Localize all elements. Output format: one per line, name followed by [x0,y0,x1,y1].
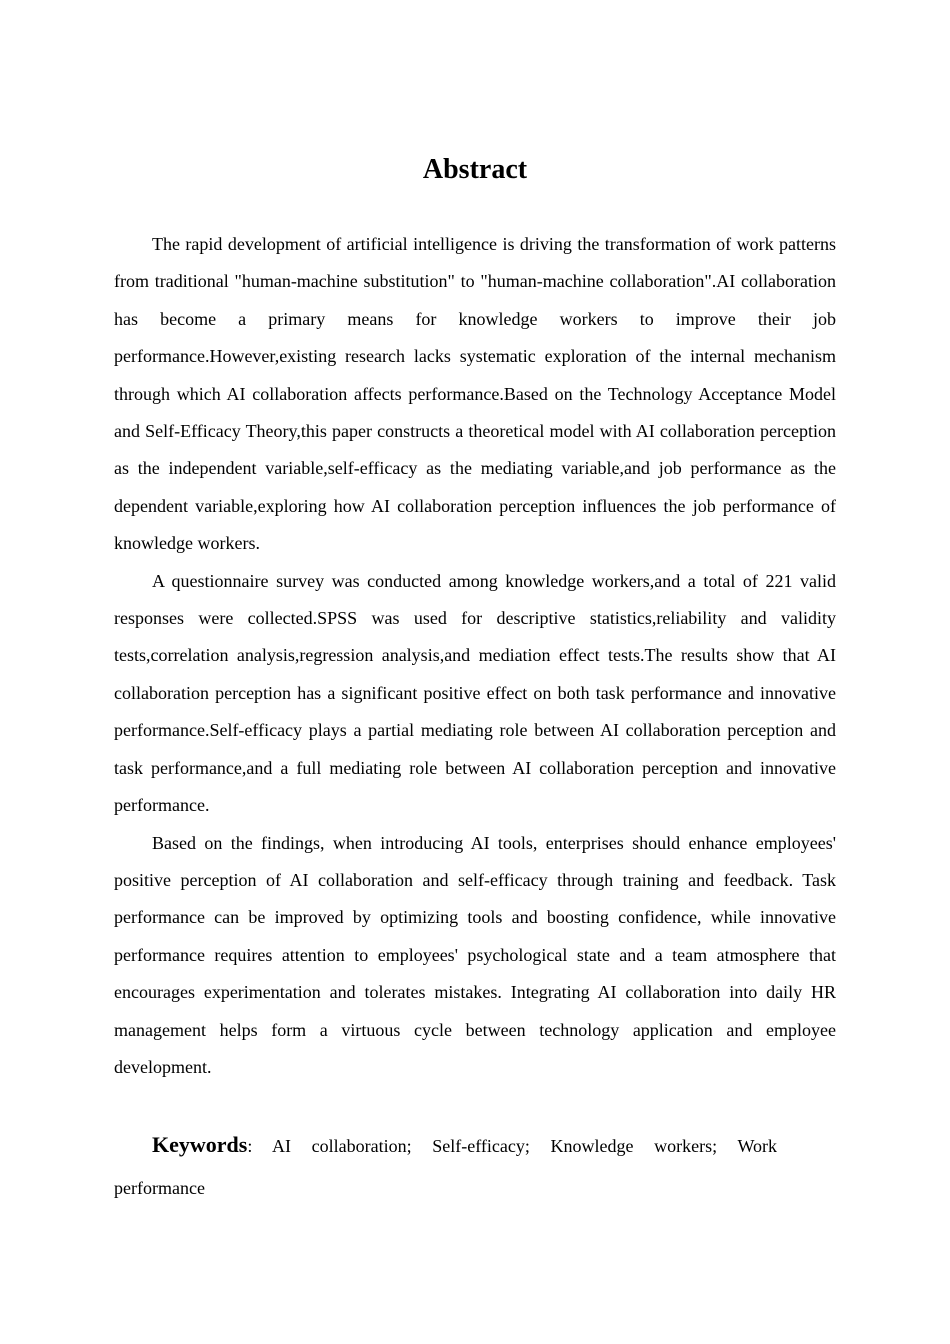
keywords-label: Keywords [152,1132,248,1157]
abstract-body [114,226,836,1086]
abstract-paragraph-1: The rapid development of artificial intelligence is driving the transformation of work patterns from traditional "human-machine substitution" to "human-machine collaboration".AI collaboration has become a primary means for knowledge workers to improve their job performance.However,existing research lacks systematic exploration of the internal mechanism through which AI collaboration affects performance.Based on the Technology Acceptance Model and Self-Efficacy Theory,this paper constructs a theoretical model with AI collaboration perception as the independent variable,self-efficacy as the mediating variable,and job performance as the dependent variable,exploring how AI collaboration perception influences the job performance of knowledge workers. [114,234,836,554]
keywords-text: AI collaboration; Self-efficacy; Knowledge workers; Work performance [114,1136,777,1198]
abstract-paragraph-3: Based on the findings, when introducing AI tools, enterprises should enhance employees' positive perception of AI collaboration and self-efficacy through training and feedback. Task performance can be improved by optimizing tools and boosting confidence, while innovative performance requires attention to employees' psychological state and a team atmosphere that encourages experimentation and tolerates mistakes. Integrating AI collaboration into daily HR management helps form a virtuous cycle between technology application and employee development. [114,832,836,1077]
keywords-separator: : [247,1136,253,1156]
abstract-title: Abstract [422,154,528,185]
keywords-line [114,1124,777,1209]
abstract-paragraph-2: A questionnaire survey was conducted among knowledge workers,and a total of 221 valid responses were collected.SPSS was used for descriptive statistics,reliability and validity tests,correlation analysis,regression analysis,and mediation effect tests.The results show that AI collaboration perception has a significant positive effect on both task performance and innovative performance.Self-efficacy plays a partial mediating role between AI collaboration perception and task performance,and a full mediating role between AI collaboration perception and innovative performance. [114,570,836,816]
